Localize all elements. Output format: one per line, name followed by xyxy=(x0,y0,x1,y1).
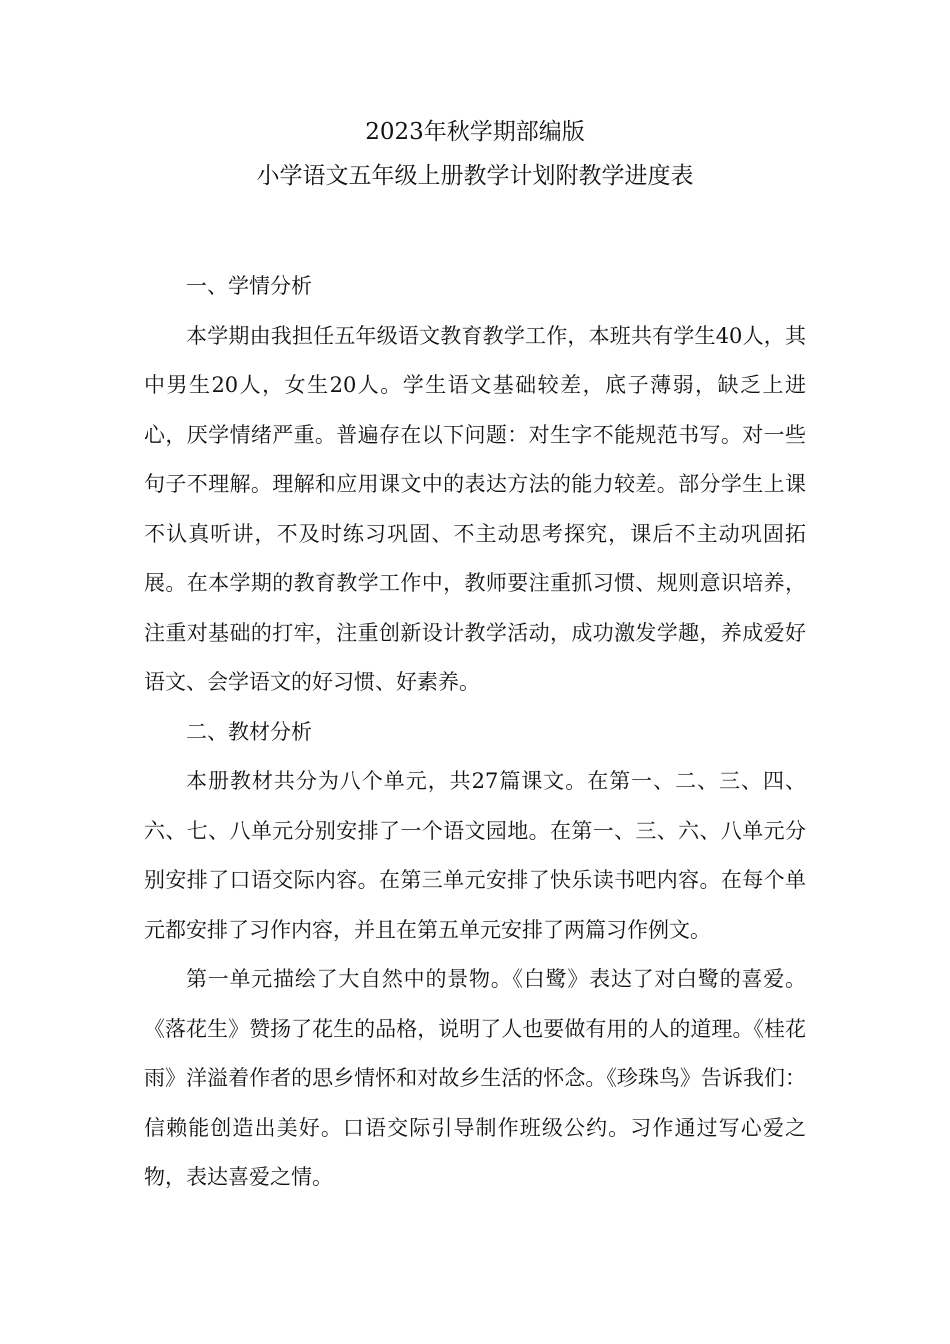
document-page xyxy=(144,0,806,1344)
title-block xyxy=(144,110,806,198)
section-heading-situation: 一、学情分析 xyxy=(186,274,312,298)
section-heading-textbook: 二、教材分析 xyxy=(186,719,312,744)
title-line-1: 2023年秋学期部编版 xyxy=(365,119,585,145)
paragraph-unit-one: 第一单元描绘了大自然中的景物。《白鹭》表达了对白鹭的喜爱。《落花生》赞扬了花生的品格，说明了人也要做有用的人的道理。《桂花雨》洋溢着作者的思乡情怀和对故乡生活的怀念。《珍珠鸟》告诉我们：信赖能创造出美好。口语交际引导制作班级公约。习作通过写心爱之物，表达喜爱之情。 xyxy=(144,967,806,1189)
paragraph-situation: 本学期由我担任五年级语文教育教学工作，本班共有学生40人，其中男生20人，女生20人。学生语文基础较差，底子薄弱，缺乏上进心，厌学情绪严重。普遍存在以下问题：对生字不能规范书写。对一些句子不理解。理解和应用课文中的表达方法的能力较差。部分学生上课不认真听讲，不及时练习巩固、不主动思考探究，课后不主动巩固拓展。在本学期的教育教学工作中，教师要注重抓习惯、规则意识培养，注重对基础的打牢，注重创新设计教学活动，成功激发学趣，养成爱好语文、会学语文的好习惯、好素养。 xyxy=(144,323,806,694)
title-line-2: 小学语文五年级上册教学计划附教学进度表 xyxy=(256,163,694,189)
body-text xyxy=(144,262,806,1203)
paragraph-textbook-overview: 本册教材共分为八个单元，共27篇课文。在第一、二、三、四、六、七、八单元分别安排了一个语文园地。在第一、三、六、八单元分别安排了口语交际内容。在第三单元安排了快乐读书吧内容。在每个单元都安排了习作内容，并且在第五单元安排了两篇习作例文。 xyxy=(144,769,806,942)
